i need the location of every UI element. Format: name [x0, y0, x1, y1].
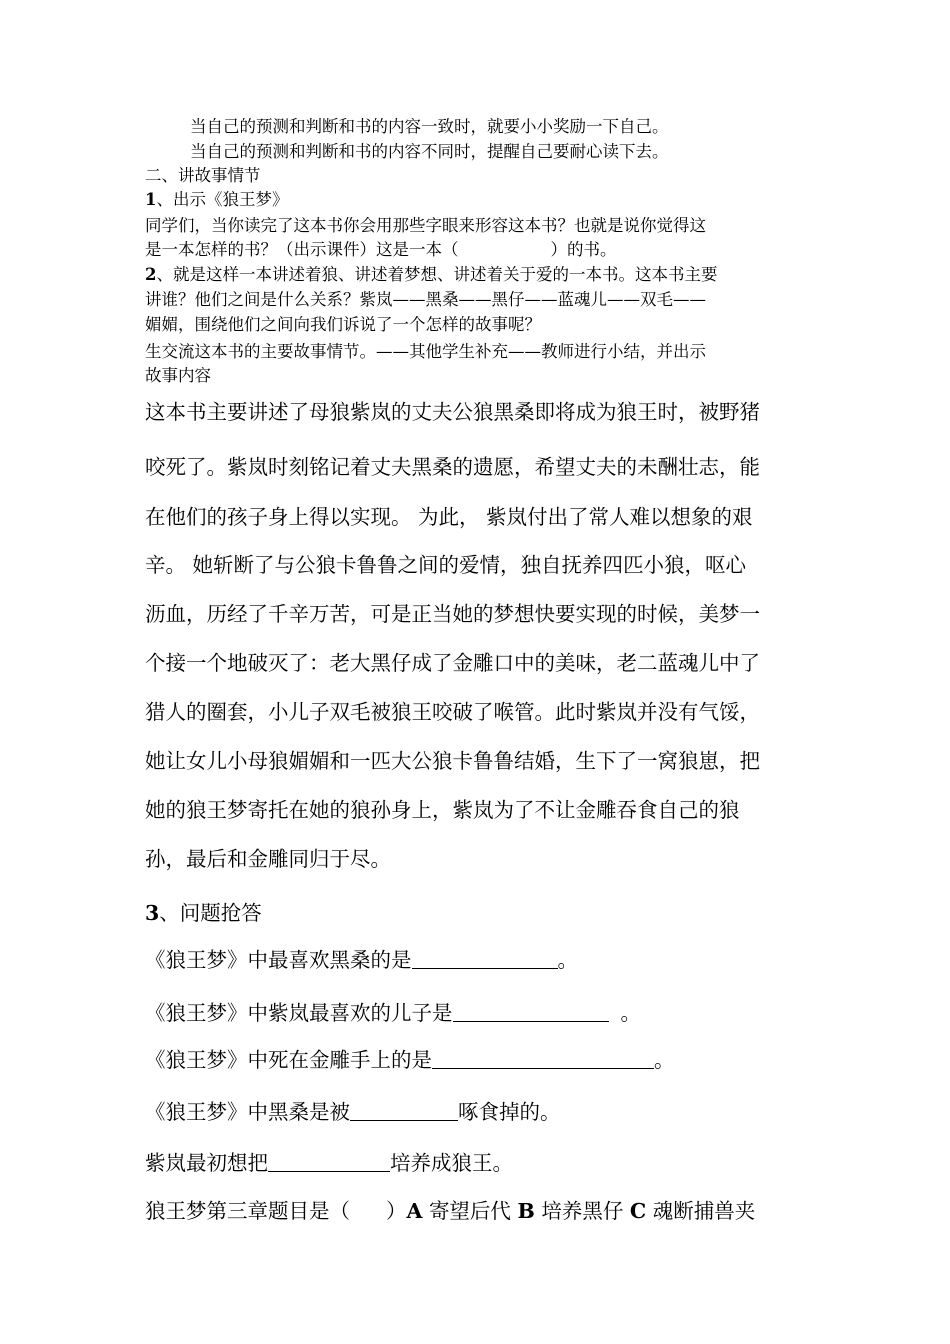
section-3-title: 、问题抢答 — [159, 901, 262, 925]
summary-line: 孙，最后和金雕同归于尽。 — [145, 847, 391, 871]
item-1-title — [145, 188, 810, 212]
item-2-line-2: 讲谁？他们之间是什么关系？紫岚——黑桑——黑仔——蓝魂儿——双毛—— — [145, 290, 706, 309]
item-2-line-4: 生交流这本书的主要故事情节。——其他学生补充——教师进行小结，并出示 — [145, 342, 706, 361]
question-2 — [145, 996, 641, 1026]
question-text: 《狼王梦》中死在金雕手上的是 — [145, 1048, 432, 1072]
summary-line: 这本书主要讲述了母狼紫岚的丈夫公狼黑桑即将成为狼王时，被野猪 — [145, 400, 760, 424]
tip-line-2: 当自己的预测和判断和书的内容不同时，提醒自己要耐心读下去。 — [190, 142, 669, 161]
item-1-title-text: 、出示《狼王梦》 — [156, 190, 289, 209]
item-2-line-5: 故事内容 — [145, 366, 211, 385]
question-1 — [145, 943, 578, 973]
question-close-paren: ） — [386, 1199, 407, 1223]
section-3-number: 3 — [145, 901, 160, 925]
answer-blank[interactable] — [412, 948, 558, 969]
tip-line-1: 当自己的预测和判断和书的内容一致时，就要小小奖励一下自己。 — [190, 117, 669, 136]
summary-line: 猎人的圈套，小儿子双毛被狼王咬破了喉管。此时紫岚并没有气馁， — [145, 700, 760, 724]
question-text: 《狼王梦》中最喜欢黑桑的是 — [145, 948, 412, 972]
answer-blank[interactable] — [453, 1001, 609, 1022]
question-text: 紫岚最初想把 — [145, 1151, 268, 1175]
question-5 — [145, 1146, 513, 1176]
item-1-line-2 — [145, 238, 810, 262]
question-4 — [145, 1095, 561, 1125]
item-2-line-3: 媚媚，围绕他们之间向我们诉说了一个怎样的故事呢？ — [145, 315, 541, 334]
question-end: 。 — [557, 948, 578, 972]
item-1-line-2-end: ）的书。 — [550, 240, 617, 259]
summary-line: 咬死了。紫岚时刻铭记着丈夫黑桑的遗愿，希望丈夫的未酬壮志，能 — [145, 455, 760, 479]
answer-blank[interactable] — [350, 1100, 458, 1121]
option-b-text: 培养黑仔 — [541, 1199, 624, 1223]
question-end: 。 — [620, 1001, 641, 1025]
question-text: 狼王梦第三章题目是（ — [145, 1199, 350, 1223]
item-1-line-1: 同学们，当你读完了这本书你会用那些字眼来形容这本书？也就是说你觉得这 — [145, 216, 706, 235]
answer-blank[interactable] — [432, 1048, 654, 1069]
option-b-letter: B — [517, 1199, 535, 1223]
option-a-text: 寄望后代 — [428, 1199, 511, 1223]
summary-line: 在他们的孩子身上得以实现。 为此， 紫岚付出了常人难以想象的艰 — [145, 505, 753, 529]
section-heading-3 — [145, 896, 262, 926]
section-heading-2: 二、讲故事情节 — [145, 166, 261, 185]
summary-line: 辛。 她斩断了与公狼卡鲁鲁之间的爱情，独自抚养四匹小狼，呕心 — [145, 553, 747, 577]
question-text: 《狼王梦》中紫岚最喜欢的儿子是 — [145, 1001, 453, 1025]
summary-line: 她让女儿小母狼媚媚和一匹大公狼卡鲁鲁结婚，生下了一窝狼崽，把 — [145, 749, 760, 773]
summary-line: 沥血，历经了千辛万苦，可是正当她的梦想快要实现的时候，美梦一 — [145, 602, 760, 626]
answer-blank[interactable] — [268, 1151, 390, 1172]
question-3 — [145, 1043, 675, 1073]
option-c-letter: C — [629, 1199, 647, 1223]
option-c-text: 魂断捕兽夹 — [652, 1199, 756, 1223]
item-2-line-1 — [145, 263, 810, 287]
summary-line: 她的狼王梦寄托在她的狼孙身上，紫岚为了不让金雕吞食自己的狼 — [145, 798, 740, 822]
question-text: 《狼王梦》中黑桑是被 — [145, 1100, 350, 1124]
item-2-line-1-text: 、就是这样一本讲述着狼、讲述着梦想、讲述着关于爱的一本书。这本书主要 — [156, 265, 718, 284]
option-a-letter: A — [406, 1199, 423, 1223]
question-end: 培养成狼王。 — [390, 1151, 513, 1175]
question-end: 。 — [654, 1048, 675, 1072]
question-6 — [145, 1194, 755, 1224]
question-end: 啄食掉的。 — [458, 1100, 561, 1124]
summary-line: 个接一个地破灭了：老大黑仔成了金雕口中的美味，老二蓝魂儿中了 — [145, 651, 760, 675]
item-2-number: 2 — [145, 265, 157, 284]
item-1-line-2-start: 是一本怎样的书？（出示课件）这是一本（ — [145, 240, 459, 259]
item-1-number: 1 — [145, 190, 157, 209]
